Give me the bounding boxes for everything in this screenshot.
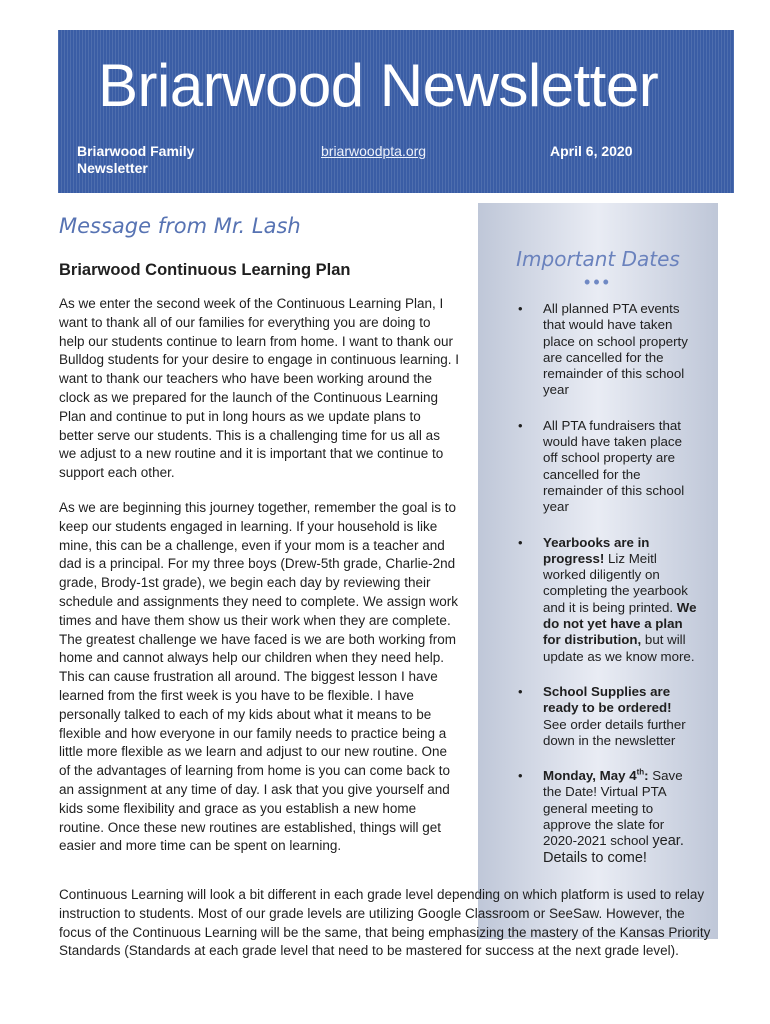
date-item-text: Liz Meitl worked diligently on completing the yearbook and it is being printed. [543, 550, 688, 615]
date-item-emphasis: Monday, May 4 [543, 768, 637, 784]
article-paragraph-1: As we enter the second week of the Continuous Learning Plan, I want to thank all of our families for everything you are doing to help our students continue to learn from home. I want to thank our Bulldog students for your desire to engage in continuous learning. I want to thank our teachers who have been working around the clock as we prepared for the launch of the Continuous Learning Plan and continue to put in long hours as we update plans to better serve our students. This is a challenging time for us all as we adjust to a new routine and it is important that we continue to support each other. [59, 296, 460, 481]
date-item-text: year. Details to come! [543, 833, 684, 866]
important-dates-sidebar [478, 203, 718, 939]
date-item-pta-meeting [478, 768, 718, 866]
date-item-yearbooks [478, 535, 718, 665]
date-item-school-supplies [478, 684, 718, 749]
date-item-emphasis: Yearbooks are in progress! [543, 534, 650, 566]
newsletter-subtitle: Briarwood Family Newsletter [77, 143, 195, 176]
bullet-icon: • [518, 768, 523, 784]
date-item-emphasis: We do not yet have a plan for distribution, [543, 599, 697, 648]
date-item-emphasis: : [644, 768, 649, 784]
important-dates-list [478, 301, 718, 866]
date-item-emphasis: School Supplies are ready to be ordered! [543, 683, 672, 716]
date-item-text: All planned PTA events that would have taken place on school property are cancelled for the remainder of this school year [543, 301, 688, 398]
date-item-text: Save the Date! Virtual PTA general meeting to approve the slate for 2020-2021 school [543, 768, 683, 849]
website-link[interactable]: briarwoodpta.org [321, 143, 427, 159]
bullet-icon: • [518, 683, 523, 699]
bullet-icon: • [518, 417, 523, 433]
date-item-fundraisers [478, 418, 718, 516]
bullet-icon: • [518, 301, 523, 316]
issue-date: April 6, 2020 [550, 143, 633, 159]
newsletter-title: Briarwood Newsletter [98, 52, 659, 119]
article-paragraph-2: As we are beginning this journey together, remember the goal is to keep our students engaged in learning. If your household is like mine, this can be a challenge, even if your mom is a teacher and dad is a principal. For my three boys (Drew-5th grade, Charlie-2nd grade, Brody-1st grade), we begin each day by reviewing their schedule and assignments they need to complete. We assign work times and have them show us their work when they are complete. The greatest challenge we have faced is we are both working from home and cannot always help our children when they need help. This can cause frustration all around. The biggest lesson I have learned from the first week is you have to be flexible. I have personally talked to each of my kids about what it means to be flexible and how everyone in our family needs to practice being a little more flexible as we learn and adjust to our new routine. One of the advantages of learning from home is you can come back to an assignment at any time of day. I ask that you give yourself and kids some flexibility and grace as you establish a new home routine. Once these new routines are established, things will get easier and more time can be spent on learning. [59, 500, 458, 854]
article-paragraph-3: Continuous Learning will look a bit different in each grade level depending on which platform is used to relay instruction to students. Most of our grade levels are utilizing Google Classroom or SeeSaw. However, the focus of the Continuous Learning will be the same, that being emphasizing the mastery of the Kansas Priority Standards (Standards at each grade level that need to be mastered for success at the next grade level). [59, 887, 711, 959]
decorative-dots: ••• [584, 272, 612, 292]
date-item-text: but will update as we know more. [543, 632, 695, 664]
newsletter-banner [58, 30, 734, 193]
date-item-text: See order details further down in the newsletter [543, 716, 686, 748]
date-superscript: th [636, 767, 645, 777]
important-dates-title: Important Dates [516, 247, 680, 271]
article-heading: Briarwood Continuous Learning Plan [59, 261, 351, 279]
section-title: Message from Mr. Lash [59, 214, 301, 238]
date-item-text: All PTA fundraisers that would have taken place off school property are cancelled for the remainder of this school year [543, 417, 685, 515]
bullet-icon: • [518, 534, 523, 550]
date-item-pta-events [478, 301, 718, 399]
